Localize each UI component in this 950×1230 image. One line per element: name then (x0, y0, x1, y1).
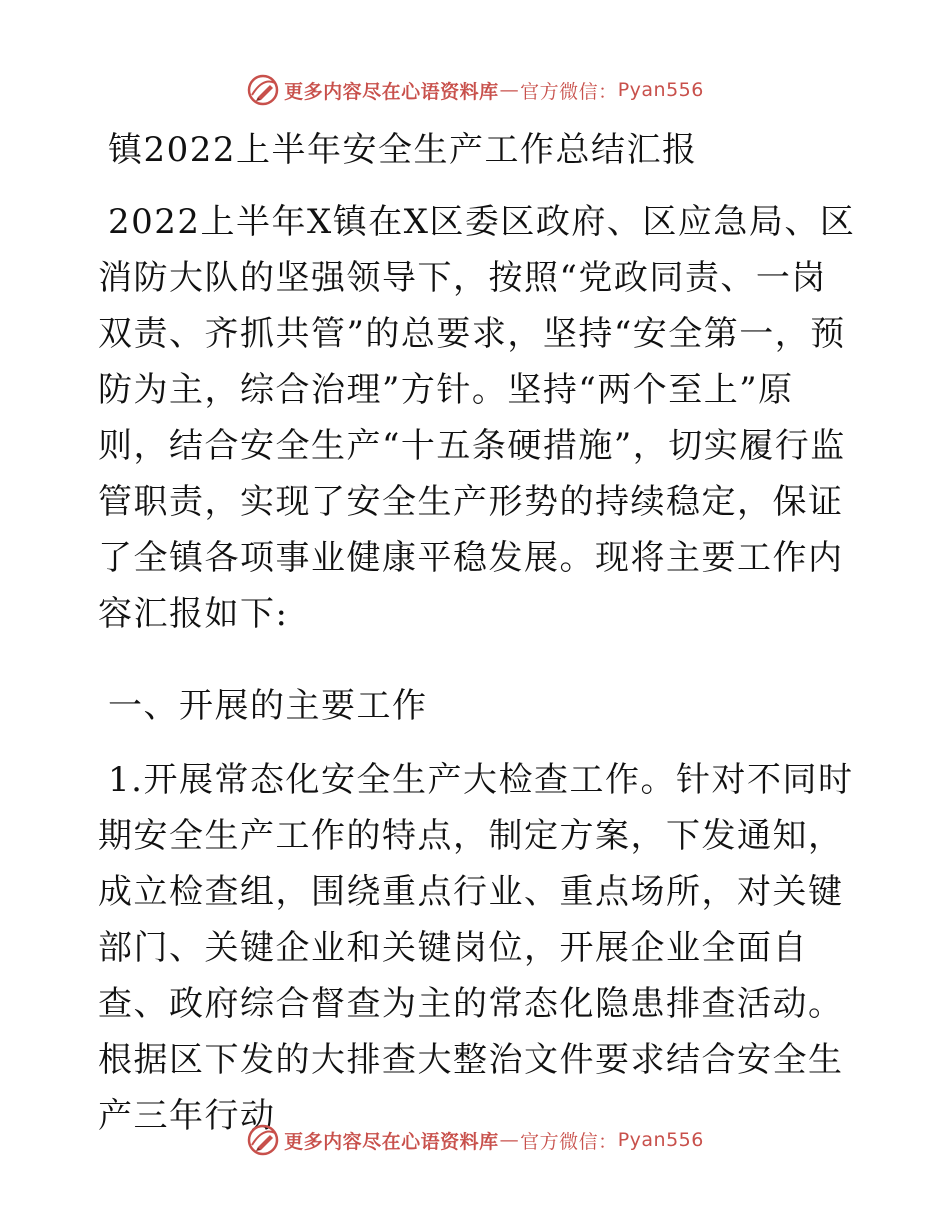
watermark-footer (0, 1120, 950, 1160)
watermark-wechat-id: Pyan556 (617, 1129, 704, 1151)
watermark-header (0, 70, 950, 110)
paragraph-inspection: 1.开展常态化安全生产大检查工作。针对不同时期安全生产工作的特点，制定方案，下发通知，成立检查组，围绕重点行业、重点场所，对关键部门、关键企业和关键岗位，开展企业全面自查、政府综合督查为主的常态化隐患排查活动。根据区下发的大排查大整治文件要求结合安全生产三年行动 (98, 760, 854, 1136)
watermark-label: 官方微信： (520, 80, 618, 103)
watermark-label: 官方微信： (520, 1130, 618, 1153)
watermark-main-text: 更多内容尽在心语资料库 (284, 1130, 499, 1153)
watermark-dash: — (499, 1129, 520, 1151)
watermark-dash: — (499, 79, 520, 101)
pen-logo-icon (246, 73, 280, 107)
paragraph-intro: 2022上半年X镇在X区委区政府、区应急局、区消防大队的坚强领导下，按照“党政同责、一岗双责、齐抓共管”的总要求，坚持“安全第一，预防为主，综合治理”方针。坚持“两个至上”原则，结合安全生产“十五条硬措施”，切实履行监管职责，实现了安全生产形势的持续稳定，保证了全镇各项事业健康平稳发展。现将主要工作内容汇报如下: (98, 202, 856, 634)
document-title: 镇2022上半年安全生产工作总结汇报 (108, 130, 698, 170)
watermark-main-text: 更多内容尽在心语资料库 (284, 80, 499, 103)
pen-logo-icon (246, 1123, 280, 1157)
section-heading-main-work: 一、开展的主要工作 (108, 686, 428, 726)
watermark-wechat-id: Pyan556 (617, 79, 704, 101)
